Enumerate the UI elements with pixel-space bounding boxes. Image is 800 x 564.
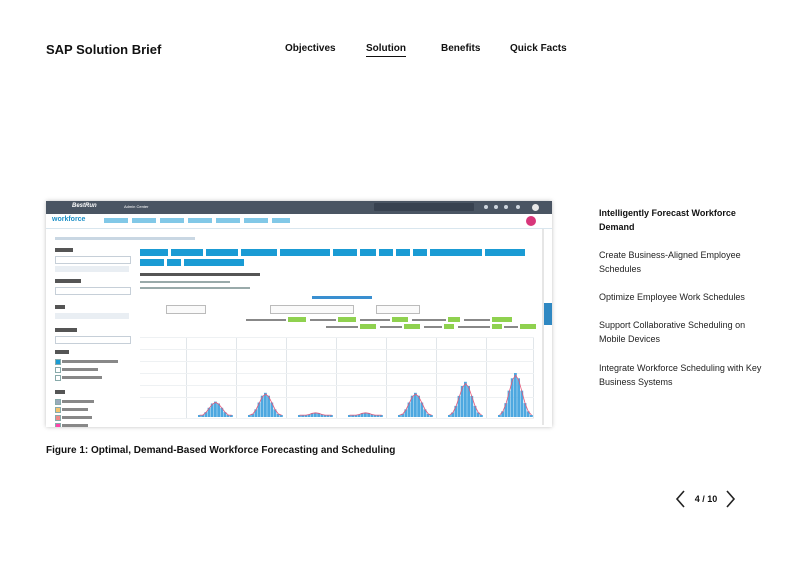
budget-summary (246, 317, 536, 331)
chevron-left-icon[interactable] (674, 489, 692, 509)
histogram-bar (408, 402, 411, 417)
app-logo: BestRun (72, 203, 97, 209)
histogram-bar (458, 396, 461, 417)
workforce-logo: workforce (52, 216, 86, 223)
histogram-bar (414, 393, 417, 417)
histogram-bar (264, 393, 267, 417)
app-menu-item (272, 218, 290, 223)
forecast-histograms (140, 337, 534, 419)
app-menu-item (188, 218, 212, 223)
page-indicator: 4 / 10 (694, 494, 718, 504)
schedule-date (140, 281, 230, 283)
histogram-bar (248, 415, 251, 417)
app-search-bar (374, 203, 474, 211)
histogram-bar (508, 391, 511, 417)
app-menu-item (132, 218, 156, 223)
histogram-bar (448, 415, 451, 417)
app-menu-item (104, 218, 128, 223)
app-scrollbar (542, 229, 544, 425)
schedule-title (140, 273, 260, 276)
app-sidebar (55, 246, 131, 426)
histogram-bar (398, 415, 401, 417)
app-icon (516, 205, 520, 209)
histogram-bar (214, 402, 217, 417)
chevron-right-icon[interactable] (724, 489, 742, 509)
histogram-bar (514, 373, 517, 417)
app-button-row (140, 259, 280, 266)
user-avatar (532, 204, 539, 211)
feature-item[interactable]: Create Business-Aligned Employee Schedules (599, 250, 741, 274)
app-breadcrumb (55, 237, 195, 240)
feature-item[interactable]: Intelligently Forecast Workforce Demand (599, 208, 736, 232)
profile-avatar (526, 216, 536, 226)
histogram-bar (464, 382, 467, 417)
nav-benefits[interactable]: Benefits (441, 43, 481, 54)
app-topbar (46, 201, 552, 214)
figure-caption: Figure 1: Optimal, Demand-Based Workforce Forecasting and Scheduling (46, 445, 396, 456)
app-menu-item (160, 218, 184, 223)
feature-item[interactable]: Integrate Workforce Scheduling with Key Business Systems (599, 363, 762, 387)
brand-title: SAP Solution Brief (46, 42, 162, 57)
week-selector (312, 296, 372, 299)
app-button-row (140, 249, 528, 256)
admin-center-label: Admin Center (124, 204, 149, 209)
app-icon (494, 205, 498, 209)
app-icon (504, 205, 508, 209)
histogram-bar (530, 415, 533, 417)
figure-screenshot (46, 201, 552, 427)
forecast-grid (140, 337, 534, 419)
nav-objectives[interactable]: Objectives (285, 43, 336, 54)
side-feedback-tab (544, 303, 552, 325)
nav-solution[interactable]: Solution (366, 43, 406, 57)
workforce-nav (46, 214, 552, 229)
feature-item[interactable]: Optimize Employee Work Schedules (599, 292, 745, 302)
schedule-note (140, 287, 250, 289)
app-menu-item (244, 218, 268, 223)
pager (676, 489, 736, 509)
histogram-bar (498, 415, 501, 417)
app-icon (484, 205, 488, 209)
filter-row (140, 305, 420, 312)
app-menu-item (216, 218, 240, 223)
histogram-bar (258, 402, 261, 417)
nav-quick-facts[interactable]: Quick Facts (510, 43, 567, 54)
feature-item[interactable]: Support Collaborative Scheduling on Mobile Devices (599, 320, 746, 344)
